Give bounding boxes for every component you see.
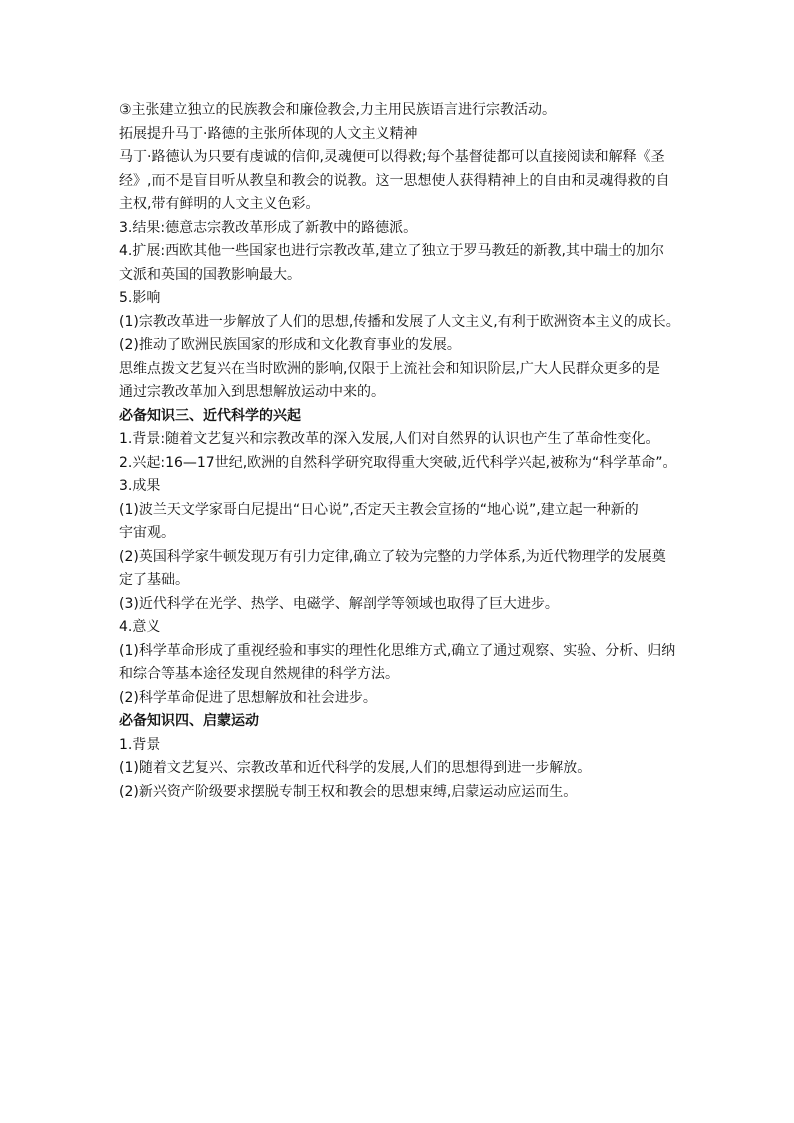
text-line: 定了基础。: [119, 572, 189, 588]
text-line: 3.结果:德意志宗教改革形成了新教中的路德派。: [119, 219, 418, 236]
text-line: 宇宙观。: [119, 525, 175, 541]
section-heading: 必备知识三、近代科学的兴起: [119, 407, 301, 424]
text-line: 4.意义: [119, 619, 161, 635]
text-line: (2)科学革命促进了思想解放和社会进步。: [119, 689, 377, 706]
text-line: 3.成果: [119, 478, 161, 494]
text-line: (1)随着文艺复兴、宗教改革和近代科学的发展,人们的思想得到进一步解放。: [119, 760, 592, 776]
text-line: 马丁·路德认为只要有虔诚的信仰,灵魂便可以得救;每个基督徒都可以直接阅读和解释《圣: [119, 149, 665, 165]
text-line: 1.背景: [119, 736, 161, 753]
text-line: 和综合等基本途径发现自然规律的科学方法。: [119, 666, 399, 682]
text-line: (2)新兴资产阶级要求摆脱专制王权和教会的思想束缚,启蒙运动应运而生。: [119, 783, 578, 800]
text-line: 1.背景:随着文艺复兴和宗教改革的深入发展,人们对自然界的认识也产生了革命性变化。: [119, 431, 660, 447]
section-heading: 必备知识四、启蒙运动: [119, 713, 259, 729]
text-line: 文派和英国的国教影响最大。: [119, 266, 301, 283]
text-line: (1)宗教改革进一步解放了人们的思想,传播和发展了人文主义,有利于欧洲资本主义的成长。: [119, 313, 680, 330]
document-body: [119, 99, 679, 804]
text-line: 经》,而不是盲目听从教皇和教会的说教。这一思想使人获得精神上的自由和灵魂得救的自: [119, 172, 670, 189]
text-line: 2.兴起:16—17世纪,欧洲的自然科学研究取得重大突破,近代科学兴起,被称为“科学革命”。: [119, 454, 677, 471]
text-line: (1)科学革命形成了重视经验和事实的理性化思维方式,确立了通过观察、实验、分析、归纳: [119, 642, 676, 659]
text-line: 拓展提升马丁·路德的主张所体现的人文主义精神: [119, 125, 418, 142]
text-line: (2)英国科学家牛顿发现万有引力定律,确立了较为完整的力学体系,为近代物理学的发展奠: [119, 548, 666, 565]
text-line: (3)近代科学在光学、热学、电磁学、解剖学等领域也取得了巨大进步。: [119, 595, 559, 612]
text-line: 通过宗教改革加入到思想解放运动中来的。: [119, 384, 385, 400]
text-line: 思维点拨文艺复兴在当时欧洲的影响,仅限于上流社会和知识阶层,广大人民群众更多的是: [119, 360, 660, 377]
text-line: (1)波兰天文学家哥白尼提出“日心说”,否定天主教会宣扬的“地心说”,建立起一种新的: [119, 501, 639, 518]
text-line: ③主张建立独立的民族教会和廉俭教会,力主用民族语言进行宗教活动。: [119, 102, 556, 118]
text-line: 5.影响: [119, 290, 161, 306]
text-line: 主权,带有鲜明的人文主义色彩。: [119, 196, 320, 212]
text-line: (2)推动了欧洲民族国家的形成和文化教育事业的发展。: [119, 337, 461, 353]
text-line: 4.扩展:西欧其他一些国家也进行宗教改革,建立了独立于罗马教廷的新教,其中瑞士的加尔: [119, 243, 664, 259]
